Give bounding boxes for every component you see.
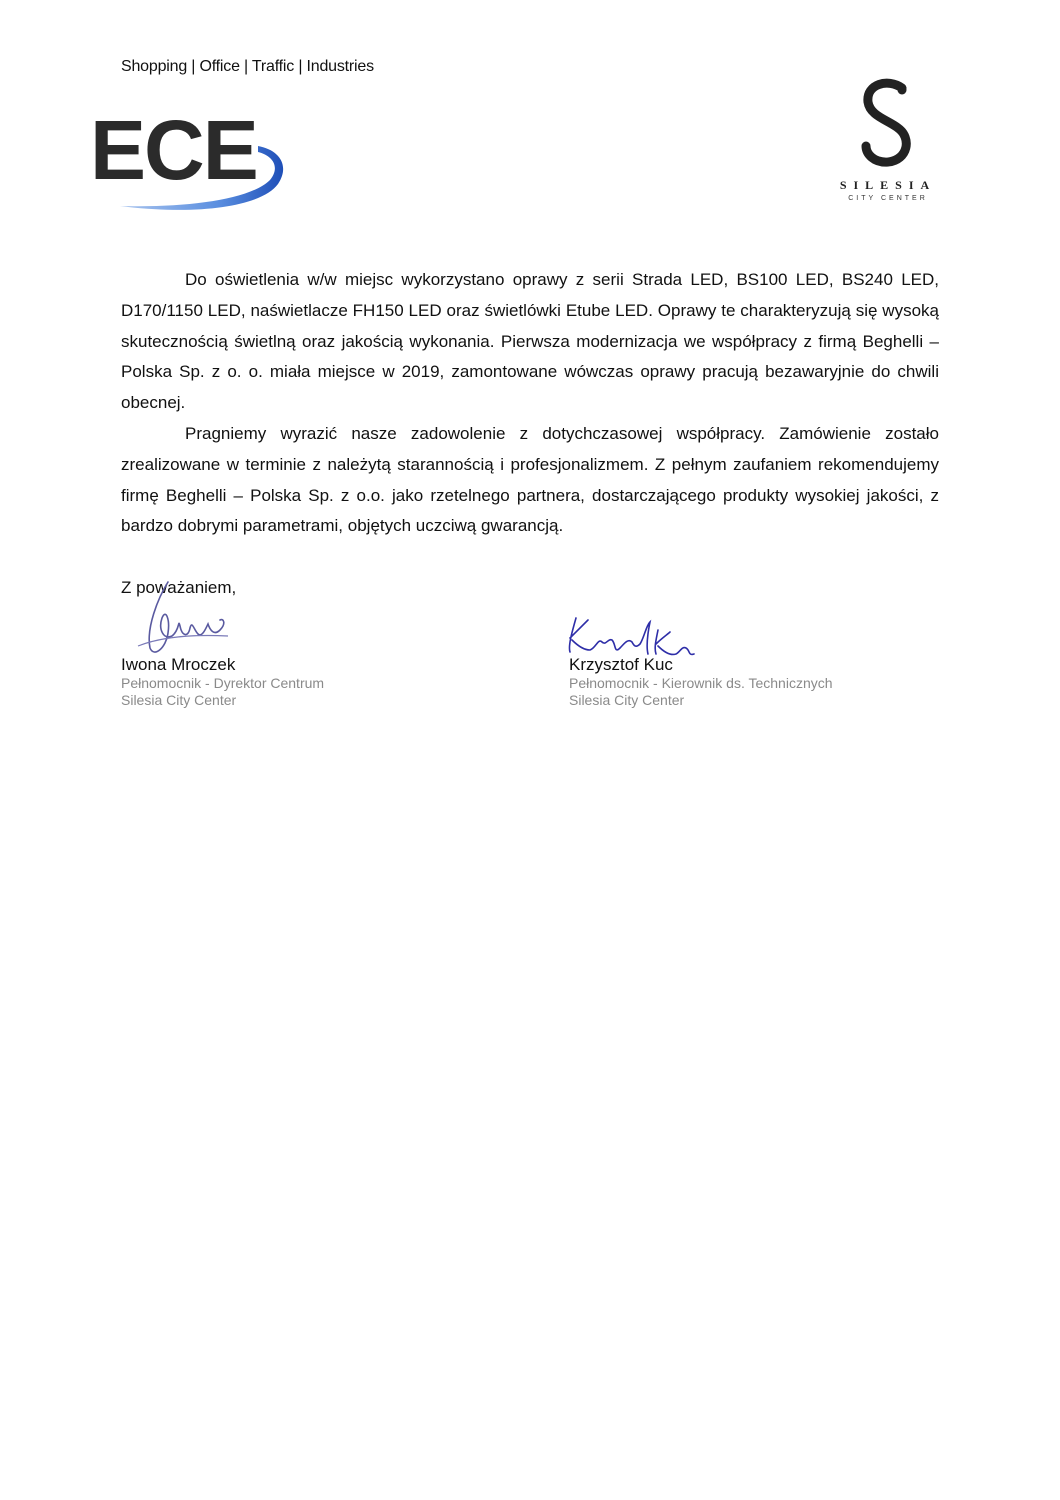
- silesia-logo: [820, 74, 956, 214]
- signatory-organization: Silesia City Center: [121, 692, 237, 708]
- body-paragraph: Do oświetlenia w/w miejsc wykorzystano oprawy z serii Strada LED, BS100 LED, BS240 LED, D170/1150 LED, naświetlacze FH150 LED oraz świetlówki Etube LED. Oprawy te charakteryzują się wysoką skutecznością świetlną oraz jakością wykonania. Pierwsza modernizacja we współpracy z firmą Beghelli – Polska Sp. z o. o. miała miejsce w 2019, zamontowane wówczas oprawy pracują bezawaryjnie do chwili obecnej.: [121, 270, 939, 413]
- letter-body: [121, 265, 939, 542]
- signatory-block-left: [121, 655, 324, 709]
- signatory-name: Iwona Mroczek: [121, 655, 236, 674]
- ece-logo-text: ECE: [90, 103, 257, 197]
- signatory-role: Pełnomocnik - Dyrektor Centrum: [121, 675, 325, 691]
- handwritten-signature-iwona-mroczek: [128, 578, 238, 658]
- body-paragraph: Pragniemy wyrazić nasze zadowolenie z dotychczasowej współpracy. Zamówienie zostało zrealizowane w terminie z należytą starannością i profesjonalizmem. Z pełnym zaufaniem rekomendujemy firmę Beghelli – Polska Sp. z o.o. jako rzetelnego partnera, dostarczającego produkty wysokiej jakości, z bardzo dobrymi parametrami, objętych uczciwą gwarancją.: [121, 423, 939, 536]
- silesia-s-icon: [858, 78, 918, 170]
- company-tagline: Shopping | Office | Traffic | Industries: [121, 58, 374, 75]
- signatory-block-right: [569, 655, 833, 709]
- signatory-role: Pełnomocnik - Kierownik ds. Technicznych: [569, 675, 833, 691]
- signatory-name: Krzysztof Kuc: [569, 655, 673, 674]
- ece-swoosh-icon: [90, 103, 290, 220]
- signatory-organization: Silesia City Center: [569, 692, 685, 708]
- ece-logo: [90, 103, 290, 220]
- letter-closing: Z poważaniem,: [121, 578, 237, 597]
- silesia-logo-subtitle: CITY CENTER: [848, 195, 928, 202]
- silesia-logo-name: SILESIA: [839, 178, 937, 192]
